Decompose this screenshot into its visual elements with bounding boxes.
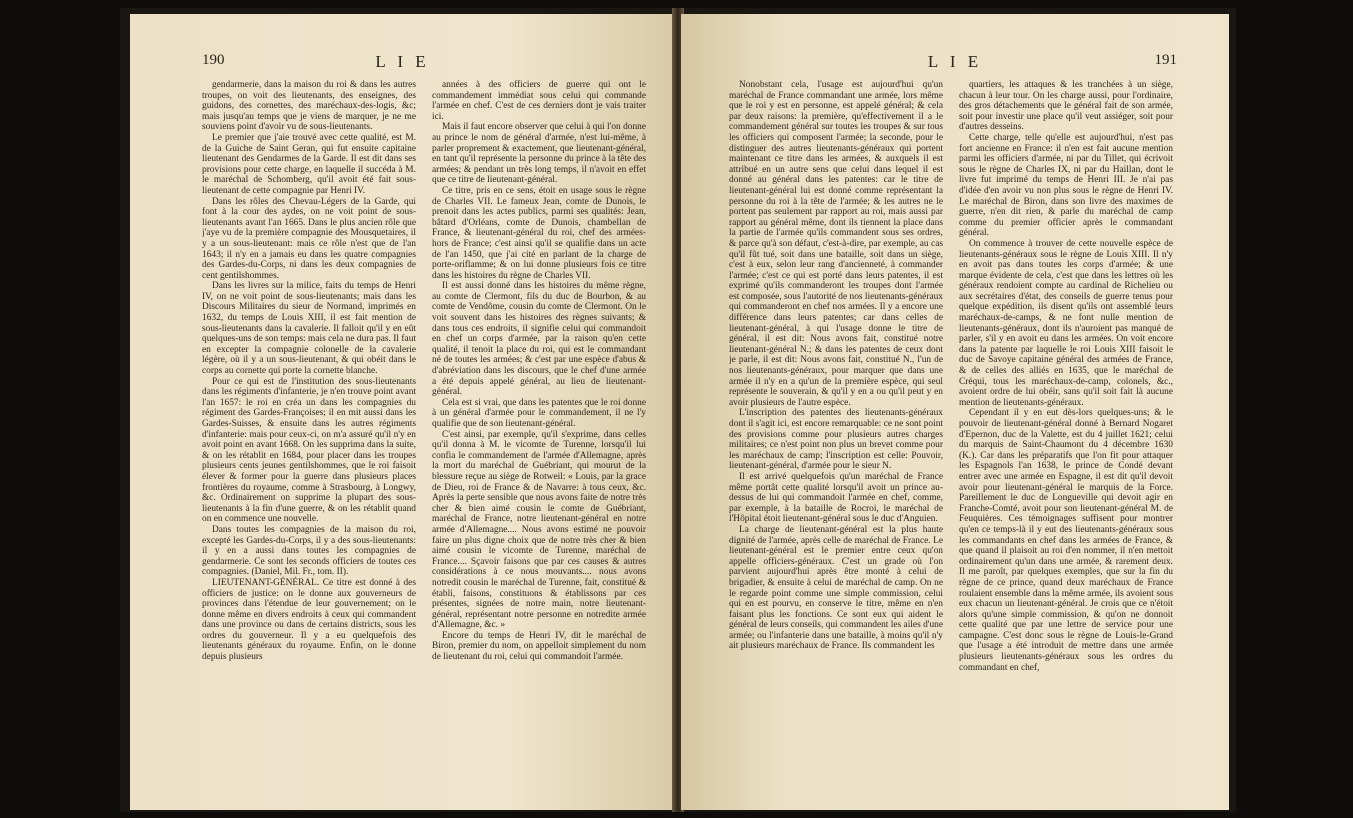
left-column-2 xyxy=(432,80,646,800)
paragraph: Dans les livres sur la milice, faits du temps de Henri IV, on ne voit point de sous-lieutenants; mais dans les Discours Militaires du sieur de Normand, imprimés en 1632, du temps de Louis XIII, il est fait mention de sous-lieutenants dans la cavalerie. Il falloit qu'il y en eût quelques-uns de son temps: mais cela ne dura pas. Il faut en excepter la compagnie colonelle de la cavalerie légère, où il y a un sous-lieutenant, & qui obéit dans le corps au cornette qui porte la cornette blanche. xyxy=(202,281,416,377)
paragraph: On commence à trouver de cette nouvelle espèce de lieutenants-généraux sous le règne de Louis XIII. Il n'y en avoit pas dans toutes les corps d'armée; & une marque évidente de cela, c'est que dans les lettres où les généraux rendoient compte au cardinal de Richelieu ou aux secrétaires d'état, des conseils de guerre tenus pour quelque expédition, ils disent qu'ils ont assemblé leurs maréchaux-de-camps, & ne font nulle mention de lieutenants-généraux, dont ils n'auroient pas manqué de parler, s'il y en avoit eu dans les armées. On voit encore dans la patente par laquelle le roi Louis XIII faisoit le duc de Savoye capitaine général des armées de France, & de celles des alliés en 1635, que le maréchal de Créqui, tous les maréchaux-de-camp, colonels, &c., avoient ordre de lui obéir, sans qu'il soit fait là aucune mention de lieutenants-généraux. xyxy=(959,238,1173,408)
paragraph: LIEUTENANT-GÉNÉRAL. Ce titre est donné à des officiers de justice: on le donne aux gouverneurs de provinces dans l'étendue de leur gouvernement; on le donne même en divers endroits à ceux qui commandent dans une province ou dans de certains districts, sous les ordres du gouverneur. Il y a eu quelquefois des lieutenants généraux du royaume. Enfin, on le donne depuis plusieurs xyxy=(202,577,416,663)
paragraph: Mais il faut encore observer que celui à qui l'on donne au prince le nom de général d'armée, n'est lui-même, à parler proprement & exactement, que lieutenant-général, en tant qu'il représente la personne du prince à la tête des armées; & pendant un très long temps, il n'avoit en effet que ce titre de lieutenant-général. xyxy=(432,122,646,186)
right-column-1 xyxy=(729,80,943,800)
paragraph: Il est arrivé quelquefois qu'un maréchal de France même portât cette qualité lorsqu'il avoit un prince au-dessus de lui qui commandoit l'armée en chef, comme, par exemple, à la bataille de Rocroi, le maréchal de l'Hôpital étoit lieutenant-général sous le duc d'Anguien. xyxy=(729,471,943,525)
right-page-header xyxy=(681,52,1229,74)
left-page-header xyxy=(130,52,675,74)
paragraph: Pour ce qui est de l'institution des sous-lieutenants dans les régiments d'infanterie, je n'en trouve point avant l'an 1657: le roi en créa un dans les compagnies du régiment des Gardes-Françoises; il en mit aussi dans les Gardes-Suisses, & ensuite dans les autres régiments d'infanterie: mais pour ceux-ci, on m'a assuré qu'il n'y en avoit point en avant 1668. On les supprima dans la suite, & on les rétablit en 1684, pour placer dans les troupes plusieurs cents jeunes gentilshommes, que le roi faisoit élever & former pour la guerre dans plusieurs places frontières du royaume, comme à Strasbourg, à Longwy, &c. Ordinairement on supprime la plupart des sous-lieutenants à la fin d'une guerre, & on les rétablit quand on en commence une nouvelle. xyxy=(202,376,416,525)
paragraph: Cela est si vrai, que dans les patentes que le roi donne à un général d'armée pour le commandement, il ne l'y qualifie que de son lieutenant-général. xyxy=(432,397,646,429)
paragraph: Dans toutes les compagnies de la maison du roi, excepté les Gardes-du-Corps, il y a des sous-lieutenants: il y en a aussi dans toutes les compagnies de gendarmerie. Ce sont les seconds officiers de toutes ces compagnies. (Daniel, Mil. Fr., tom. II). xyxy=(202,524,416,578)
left-page-number: 190 xyxy=(202,52,225,68)
left-page xyxy=(130,14,675,810)
paragraph: Cependant il y en eut dès-lors quelques-uns; & le pouvoir de lieutenant-général donné à Bernard Nogaret d'Epernon, duc de la Valette, est du 4 juillet 1621; celui du marquis de Saint-Chaumont du 4 décembre 1630 (K.). Car dans les préparatifs que l'on fit pour attaquer les Espagnols l'an 1638, le prince de Condé devant entrer avec une armée en Espagne, il est dit qu'il devoit avoir pour lieutenant-général le marquis de la Force. Pareillement le duc de Longueville qui devoit agir en Franche-Comté, avoit pour son lieutenant-général M. de Feuquières. Ces témoignages suffisent pour montrer qu'en ce temps-là il y eut des lieutenants-généraux sous les commandants en chef dans les armées de France, & que quand il plaisoit au roi d'en nommer, il n'en mettoit ordinairement qu'un dans une armée, & rarement deux. Il me paroît, par quelques exemples, que sur la fin du règne de ce prince, quand deux maréchaux de France roulaient ensemble dans la même armée, ils avoient sous eux chacun un lieutenant-général. Je crois que ce n'étoit alors qu'une simple commission, & qu'on ne donnoit cette qualité que par une lettre de service pour une campagne. C'est donc sous le règne de Louis-le-Grand que l'usage a été introduit de mettre dans une armée plusieurs lieutenants-généraux sous les ordres du commandant en chef, xyxy=(959,408,1173,673)
right-page-number: 191 xyxy=(1154,52,1177,68)
paragraph: La charge de lieutenant-général est la plus haute dignité de l'armée, après celle de maréchal de France. Le lieutenant-général est le premier entre ceux qu'on appelle officiers-généraux. C'est un grade où l'on parvient aujourd'hui après être monté à celui de brigadier, & ensuite à celui de maréchal de camp. On ne le regarde point comme une simple commission, celui qui en est pourvu, en conserve le titre, même en n'en faisant plus les fonctions. Ce sont eux qui aident le général de leurs conseils, qui commandent les ailes d'une armée; ou l'infanterie dans une bataille, à moins qu'il n'y ait plusieurs maréchaux de France. Ils commandent les xyxy=(729,524,943,652)
open-book xyxy=(120,8,1236,812)
paragraph: L'inscription des patentes des lieutenants-généraux dont il s'agit ici, est encore remarquable: ce ne sont point des provisions comme pour plusieurs autres charges militaires; ce n'est point non plus un brevet comme pour les maréchaux de camp; l'inscription est celle: Pouvoir, lieutenant-général, d'armée pour le sieur N. xyxy=(729,408,943,472)
paragraph: Le premier que j'aie trouvé avec cette qualité, est M. de la Guiche de Saint Geran, qui fut ensuite capitaine lieutenant des Gendarmes de la Garde. Il est dit dans ses provisions pour cette charge, en laquelle il succéda à M. le maréchal de Schomberg, qu'il avoit été fait sous-lieutenant de cette compagnie par Henri IV. xyxy=(202,132,416,196)
right-column-2 xyxy=(959,80,1173,800)
paragraph: Cette charge, telle qu'elle est aujourd'hui, n'est pas fort ancienne en France: il n'en est fait aucune mention parmi les officiers d'armée, ni par du Tillet, qui écrivoit sous le règne de Charles IX, ni par du Haillan, dont le livre fut imprimé du temps de Henri III. Je n'ai pas d'idée d'en avoir vu non plus sous le règne de Henri IV. Le maréchal de Biron, dans son livre des maximes de guerre, n'en dit rien, & parle du maréchal de camp comme du premier officier après le commandant général. xyxy=(959,132,1173,239)
paragraph: Ce titre, pris en ce sens, étoit en usage sous le règne de Charles VII. Le fameux Jean, comte de Dunois, le prenoit dans les actes publics, parmi ses qualités: Jean, bâtard d'Orléans, comte de Dunois, chambellan de France, & lieutenant-général du roi, chef des armées-hors de France; c'est ainsi qu'il se qualifie dans un acte de l'an 1450, que j'ai cité en parlant de la charge de porte-oriflamme; & on lui donne plusieurs fois ce titre dans les histoires du règne de Charles VII. xyxy=(432,185,646,281)
paragraph: Dans les rôles des Chevau-Légers de la Garde, qui font à la cour des aydes, on ne voit point de sous-lieutenants avant l'an 1665. Dans le plus ancien rôle que j'aye vu de la première compagnie des Mousquetaires, il y a un sous-lieutenant: mais ce rôle n'est que de l'an 1643; il n'y en a jamais eu dans les quatre compagnies des Gardes-du-Corps, ni dans les deux compagnies de cent gentilshommes. xyxy=(202,196,416,281)
paragraph: quartiers, les attaques & les tranchées à un siège, chacun à leur tour. On les charge aussi, pour l'ordinaire, des gros détachements que le général fait de son armée, soit pour investir une place qu'il veut assiéger, soit pour d'autres desseins. xyxy=(959,80,1173,133)
paragraph: gendarmerie, dans la maison du roi & dans les autres troupes, on voit des lieutenants, des enseignes, des guidons, des cornettes, des maréchaux-des-logis, &c; mais jusqu'au temps que je viens de marquer, je ne me souviens point d'avoir vu de sous-lieutenants. xyxy=(202,80,416,133)
left-column-1 xyxy=(202,80,416,800)
paragraph: Nonobstant cela, l'usage est aujourd'hui qu'un maréchal de France commandant une armée, lors même que le roi y est en personne, est appelé général; & cela par deux raisons: la première, qu'effectivement il a le commandement général sur toutes les troupes & sur tous les officiers qui composent l'armée; la seconde, pour le distinguer des autres lieutenants-généraux qui portent maintenant ce titre dans les armées, & auxquels il est attribué en un autre sens que celui dans lequel il est donné au général dans les patentes: car le titre de lieutenant-général lui est donné comme représentant la personne du roi à la tête de l'armée; & les autres ne le portent pas seulement par rapport au roi, mais aussi par rapport au général même, dont ils tiennent la place dans la partie de l'armée qu'ils commandent sous ses ordres, & parce qu'à son défaut, c'est-à-dire, par exemple, au cas qu'il fût tué, soit dans une bataille, soit dans un siège, c'est à eux, selon leur rang d'ancienneté, à commander l'armée; c'est ce qui est porté dans leurs patentes, il est exprimé qu'ils commanderont les troupes dont l'armée est composée, sous l'autorité de nos lieutenants-généraux qui commanderont en chef nos armées. Il y a encore une différence dans leurs patentes; car dans celles de lieutenant-général, à qui l'usage donne le titre de général, il est dit: Nous avons fait, constitué notre lieutenant-général N.; & dans les patentes de ceux dont je parle, il est dit: Nous avons fait, constitué N., l'un de nos lieutenants-généraux, pour marquer que dans une armée il n'y en a qu'un de la première espèce, qui seul représente le souverain, & qu'il y en a ou qu'il peut y en avoir plusieurs de l'autre espèce. xyxy=(729,80,943,408)
paragraph: années à des officiers de guerre qui ont le commandement immédiat sous celui qui commande l'armée en chef. C'est de ces derniers dont je vais traiter ici. xyxy=(432,80,646,122)
paragraph: C'est ainsi, par exemple, qu'il s'exprime, dans celles qu'il donna à M. le vicomte de Turenne, lorsqu'il lui confia le commandement de l'armée d'Allemagne, après la mort du maréchal de Guébriant, qui mourut de la blessure reçue au siège de Rotweil: « Louis, par la grace de Dieu, roi de France & de Navarre: à tous ceux, &c. Après la perte sensible que nous avons faite de notre très cher & bien aimé cousin le comte de Guébriant, maréchal de France, notre lieutenant-général en notre armée d'Allemagne.... Nous avons estimé ne pouvoir faire un plus digne choix que de notre très cher & bien aimé cousin le vicomte de Turenne, maréchal de France.... Sçavoir faisons que par ces causes & autres considérations à ce nous mouvants.... nous avons notredit cousin le maréchal de Turenne, fait, constitué & établi, faisons, constituons & établissons par ces présentes, signées de notre main, notre lieutenant-général, représentant notre personne en notredite armée d'Allemagne, &c. » xyxy=(432,429,646,631)
paragraph: Il est aussi donné dans les histoires du même règne, au comte de Clermont, fils du duc de Bourbon, & au comte de Vendôme, cousin du comte de Clermont. On le voit souvent dans les histoires des règnes suivants; & dans tous ces endroits, il signifie celui qui commandoit en chef un corps d'armée, par la raison qu'en cette qualité, il tenoit la place du roi, qui est le commandant né de toutes les armées; & c'est par une espèce d'abus & d'abréviation dans les discours, que le chef d'une armée a été depuis appelé général, au lieu de lieutenant-général. xyxy=(432,281,646,398)
left-running-head: L I E xyxy=(375,52,430,71)
right-running-head: L I E xyxy=(927,52,983,71)
right-page xyxy=(681,14,1229,810)
paragraph: Encore du temps de Henri IV, dit le maréchal de Biron, premier du nom, on appelloit simplement du nom de lieutenant du roi, celui qui commandoit l'armée. xyxy=(432,630,646,663)
